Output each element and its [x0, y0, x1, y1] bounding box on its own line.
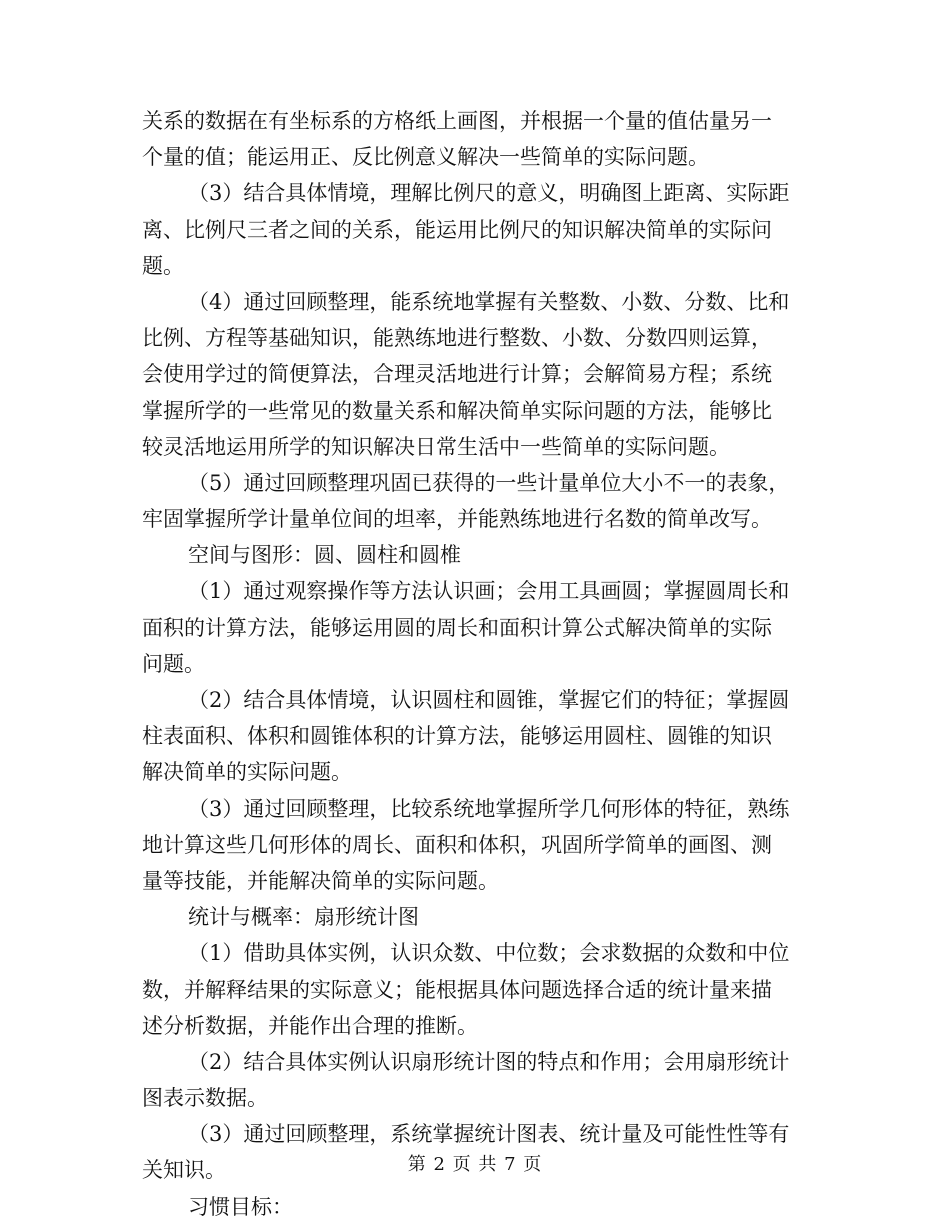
- text-line: 柱表面积、体积和圆锥体积的计算方法，能够运用圆柱、圆锥的知识: [142, 724, 772, 749]
- text-line: 牢固掌握所学计量单位间的坦率，并能熟练地进行名数的简单改写。: [142, 507, 772, 532]
- text-line: （3）通过回顾整理，系统掌握统计图表、统计量及可能性性等有: [188, 1122, 790, 1147]
- text-line: （3）通过回顾整理，比较系统地掌握所学几何形体的特征，熟练: [188, 796, 790, 821]
- text-line: 题。: [142, 253, 184, 278]
- page-footer: 第 2 页 共 7 页: [407, 1154, 543, 1175]
- text-line: 较灵活地运用所学的知识解决日常生活中一些简单的实际问题。: [142, 434, 730, 459]
- text-line: 习惯目标：: [188, 1194, 293, 1219]
- text-line: 统计与概率：扇形统计图: [188, 905, 419, 930]
- document-body: [142, 103, 812, 1225]
- text-line: 离、比例尺三者之间的关系，能运用比例尺的知识解决简单的实际问: [142, 217, 772, 242]
- text-line: 关知识。: [142, 1158, 226, 1183]
- text-line: （4）通过回顾整理，能系统地掌握有关整数、小数、分数、比和: [188, 289, 790, 314]
- text-line: （2）结合具体情境，认识圆柱和圆锥，掌握它们的特征；掌握圆: [188, 688, 790, 712]
- text-line: 个量的值；能运用正、反比例意义解决一些简单的实际问题。: [142, 145, 709, 170]
- text-line: 图表示数据。: [142, 1086, 268, 1111]
- text-line: 掌握所学的一些常见的数量关系和解决简单实际问题的方法，能够比: [142, 398, 772, 423]
- text-line: 解决简单的实际问题。: [142, 760, 352, 785]
- text-line: 关系的数据在有坐标系的方格纸上画图，并根据一个量的值估量另一: [142, 109, 772, 133]
- text-line: （1）借助具体实例，认识众数、中位数；会求数据的众数和中位: [188, 941, 790, 966]
- text-line: （5）通过回顾整理巩固已获得的一些计量单位大小不一的表象，: [188, 470, 790, 495]
- text-line: 述分析数据，并能作出合理的推断。: [142, 1013, 478, 1038]
- text-line: 量等技能，并能解决简单的实际问题。: [142, 868, 499, 893]
- text-line: 问题。: [142, 651, 205, 676]
- text-line: 会使用学过的简便算法，合理灵活地进行计算；会解简易方程；系统: [142, 362, 772, 387]
- text-line: 比例、方程等基础知识，能熟练地进行整数、小数、分数四则运算，: [142, 326, 772, 351]
- text-line: （1）通过观察操作等方法认识画；会用工具画圆；掌握圆周长和: [188, 579, 790, 604]
- text-line: 数，并解释结果的实际意义；能根据具体问题选择合适的统计量来描: [142, 977, 772, 1002]
- text-line: （2）结合具体实例认识扇形统计图的特点和作用；会用扇形统计: [188, 1049, 790, 1074]
- text-line: 空间与图形：圆、圆柱和圆椎: [188, 543, 461, 568]
- text-line: 面积的计算方法，能够运用圆的周长和面积计算公式解决简单的实际: [142, 615, 772, 640]
- text-line: 地计算这些几何形体的周长、面积和体积，巩固所学简单的画图、测: [142, 832, 772, 857]
- text-line: （3）结合具体情境，理解比例尺的意义，明确图上距离、实际距: [188, 181, 790, 206]
